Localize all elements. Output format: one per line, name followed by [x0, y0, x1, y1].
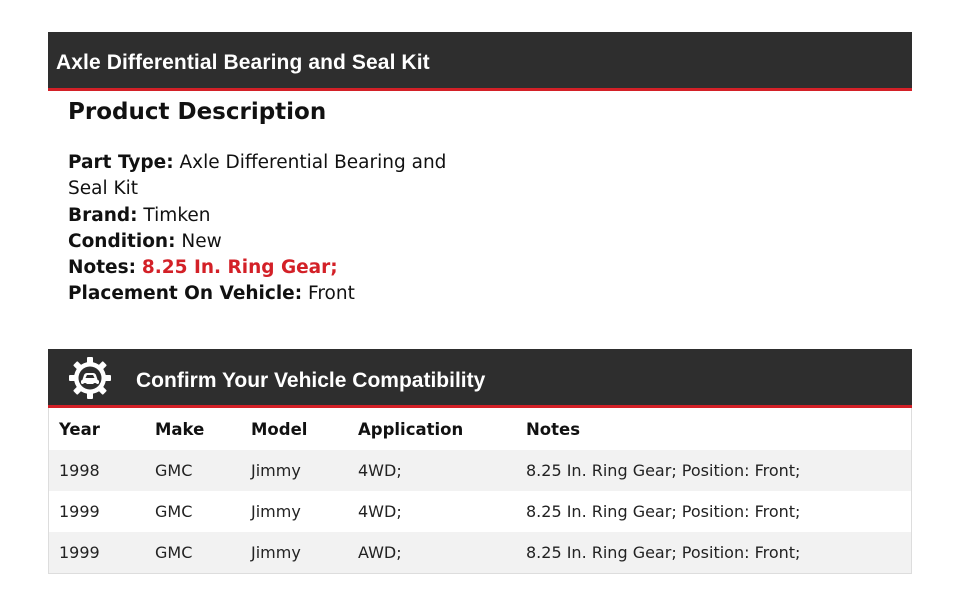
cell-model: Jimmy: [241, 491, 348, 532]
spec-value: Timken: [143, 204, 211, 226]
compatibility-table: [48, 408, 912, 574]
gear-car-icon: [68, 356, 112, 400]
spec-list: [68, 150, 488, 308]
description-heading: Product Description: [68, 99, 327, 125]
cell-notes: 8.25 In. Ring Gear; Position: Front;: [516, 491, 912, 532]
cell-notes: 8.25 In. Ring Gear; Position: Front;: [516, 532, 912, 574]
table-row: [49, 532, 912, 574]
table-row: [49, 491, 912, 532]
spec-value: Axle Differential Bearing and Seal Kit: [68, 152, 447, 200]
compatibility-title: Confirm Your Vehicle Compatibility: [136, 369, 486, 392]
column-header-model: Model: [241, 408, 348, 450]
cell-make: GMC: [145, 450, 241, 491]
product-title: Axle Differential Bearing and Seal Kit: [56, 51, 430, 74]
spec-brand: [68, 203, 488, 229]
cell-year: 1999: [49, 491, 146, 532]
table-row: [49, 450, 912, 491]
cell-application: 4WD;: [348, 450, 516, 491]
cell-model: Jimmy: [241, 532, 348, 574]
column-header-year: Year: [49, 408, 146, 450]
column-header-application: Application: [348, 408, 516, 450]
spec-placement: [68, 281, 488, 307]
spec-value: 8.25 In. Ring Gear;: [141, 257, 338, 279]
table-header-row: [49, 408, 912, 450]
spec-notes: [68, 255, 488, 281]
cell-make: GMC: [145, 491, 241, 532]
product-title-bar: [48, 32, 912, 91]
cell-year: 1999: [49, 532, 146, 574]
product-description: [68, 96, 488, 308]
spec-label: Placement On Vehicle:: [68, 283, 303, 305]
cell-model: Jimmy: [241, 450, 348, 491]
spec-condition: [68, 229, 488, 255]
cell-year: 1998: [49, 450, 146, 491]
column-header-notes: Notes: [516, 408, 912, 450]
spec-label: Condition:: [68, 230, 176, 252]
spec-part-type: [68, 150, 488, 203]
cell-application: AWD;: [348, 532, 516, 574]
compatibility-bar: [48, 349, 912, 408]
column-header-make: Make: [145, 408, 241, 450]
spec-label: Notes:: [68, 257, 136, 279]
spec-value: New: [181, 230, 222, 252]
cell-application: 4WD;: [348, 491, 516, 532]
spec-label: Brand:: [68, 204, 138, 226]
cell-notes: 8.25 In. Ring Gear; Position: Front;: [516, 450, 912, 491]
spec-value: Front: [308, 283, 355, 305]
cell-make: GMC: [145, 532, 241, 574]
spec-label: Part Type:: [68, 152, 174, 173]
